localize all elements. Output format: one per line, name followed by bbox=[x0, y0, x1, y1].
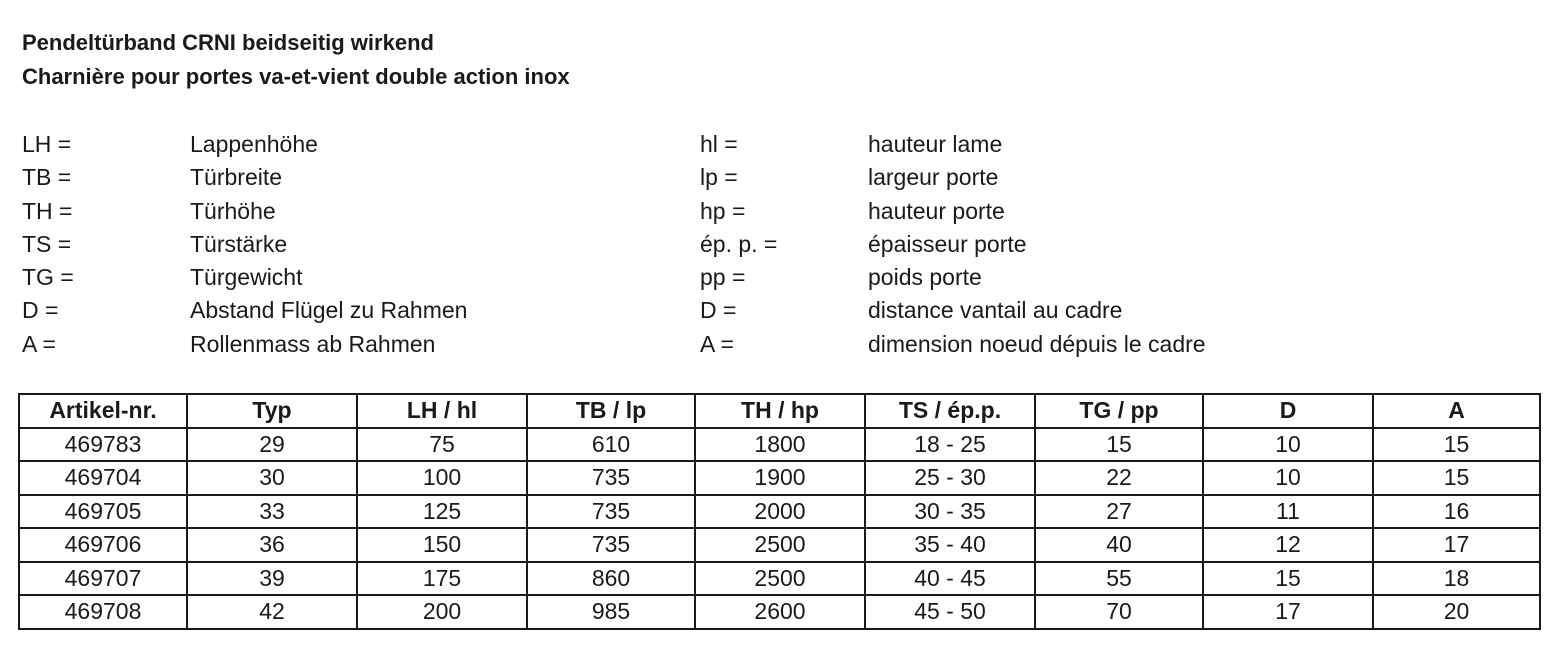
table-cell: 10 bbox=[1203, 461, 1373, 495]
legend-definition: épaisseur porte bbox=[868, 230, 1027, 257]
table-cell: 735 bbox=[527, 528, 695, 562]
table-cell: 40 - 45 bbox=[865, 562, 1035, 596]
legend-abbr: A = bbox=[700, 330, 734, 357]
table-cell: 200 bbox=[357, 595, 527, 629]
legend-abbr: TB = bbox=[22, 164, 72, 191]
table-cell: 39 bbox=[187, 562, 357, 596]
table-cell: 22 bbox=[1035, 461, 1203, 495]
table-cell: 10 bbox=[1203, 428, 1373, 462]
table-cell: 30 - 35 bbox=[865, 495, 1035, 529]
legend-abbr: hl = bbox=[700, 131, 738, 157]
legend-abbr: D = bbox=[22, 297, 59, 324]
table-cell: 36 bbox=[187, 528, 357, 562]
legend-definition: Lappenhöhe bbox=[190, 131, 318, 157]
table-cell: 70 bbox=[1035, 595, 1203, 629]
legend-definition: largeur porte bbox=[868, 164, 999, 191]
legend-abbr: TH = bbox=[22, 197, 73, 224]
table-cell: 15 bbox=[1373, 428, 1540, 462]
table-cell: 2600 bbox=[695, 595, 865, 629]
column-header: TG / pp bbox=[1035, 394, 1203, 428]
title-german: Pendeltürband CRNI beidseitig wirkend bbox=[22, 30, 434, 55]
table-cell: 150 bbox=[357, 528, 527, 562]
table-cell: 17 bbox=[1373, 528, 1540, 562]
column-header: D bbox=[1203, 394, 1373, 428]
table-cell: 860 bbox=[527, 562, 695, 596]
table-cell: 35 - 40 bbox=[865, 528, 1035, 562]
table-cell: 1900 bbox=[695, 461, 865, 495]
table-row bbox=[19, 528, 1540, 562]
legend-definition: Türstärke bbox=[190, 230, 288, 257]
legend-definition: Türhöhe bbox=[190, 197, 276, 224]
table-cell: 18 bbox=[1373, 562, 1540, 596]
legend-abbr: TG = bbox=[22, 264, 74, 291]
legend-abbr: D = bbox=[700, 297, 737, 324]
legend-definition: poids porte bbox=[868, 264, 982, 291]
table-cell: 469704 bbox=[19, 461, 187, 495]
table-cell: 75 bbox=[357, 428, 527, 462]
table-cell: 469705 bbox=[19, 495, 187, 529]
table-row bbox=[19, 595, 1540, 629]
table-cell: 16 bbox=[1373, 495, 1540, 529]
title-french: Charnière pour portes va-et-vient double action inox bbox=[22, 64, 570, 89]
table-row bbox=[19, 428, 1540, 462]
table-cell: 17 bbox=[1203, 595, 1373, 629]
legend-abbr: hp = bbox=[700, 197, 746, 224]
table-cell: 15 bbox=[1203, 562, 1373, 596]
table-cell: 125 bbox=[357, 495, 527, 529]
column-header: Typ bbox=[187, 394, 357, 428]
legend-definition: hauteur lame bbox=[868, 131, 1003, 157]
table-cell: 33 bbox=[187, 495, 357, 529]
table-cell: 985 bbox=[527, 595, 695, 629]
legend-definition: distance vantail au cadre bbox=[868, 297, 1123, 324]
table-cell: 45 - 50 bbox=[865, 595, 1035, 629]
legend-definition: hauteur porte bbox=[868, 197, 1005, 224]
table-cell: 40 bbox=[1035, 528, 1203, 562]
table-cell: 15 bbox=[1373, 461, 1540, 495]
legend-definition: Abstand Flügel zu Rahmen bbox=[190, 297, 468, 324]
legend-definition: Türbreite bbox=[190, 164, 283, 191]
table-cell: 20 bbox=[1373, 595, 1540, 629]
table-cell: 42 bbox=[187, 595, 357, 629]
spec-table bbox=[18, 393, 1541, 630]
table-cell: 27 bbox=[1035, 495, 1203, 529]
table-cell: 55 bbox=[1035, 562, 1203, 596]
table-cell: 11 bbox=[1203, 495, 1373, 529]
table-cell: 175 bbox=[357, 562, 527, 596]
column-header: Artikel-nr. bbox=[19, 394, 187, 428]
table-header-row bbox=[19, 394, 1540, 428]
legend-definition: dimension noeud dépuis le cadre bbox=[868, 330, 1206, 357]
table-cell: 2000 bbox=[695, 495, 865, 529]
table-cell: 469708 bbox=[19, 595, 187, 629]
table-cell: 735 bbox=[527, 461, 695, 495]
table-cell: 18 - 25 bbox=[865, 428, 1035, 462]
table-cell: 15 bbox=[1035, 428, 1203, 462]
table-cell: 2500 bbox=[695, 562, 865, 596]
table-row bbox=[19, 562, 1540, 596]
legend-definition: Türgewicht bbox=[190, 264, 303, 291]
legend-definition: Rollenmass ab Rahmen bbox=[190, 330, 436, 357]
table-cell: 12 bbox=[1203, 528, 1373, 562]
table-cell: 25 - 30 bbox=[865, 461, 1035, 495]
table-row bbox=[19, 495, 1540, 529]
table-cell: 469706 bbox=[19, 528, 187, 562]
table-cell: 29 bbox=[187, 428, 357, 462]
legend-abbr: pp = bbox=[700, 264, 746, 291]
column-header: LH / hl bbox=[357, 394, 527, 428]
table-cell: 469783 bbox=[19, 428, 187, 462]
table-cell: 30 bbox=[187, 461, 357, 495]
table-cell: 469707 bbox=[19, 562, 187, 596]
table-cell: 2500 bbox=[695, 528, 865, 562]
legend-abbr: lp = bbox=[700, 164, 738, 191]
legend-abbr: LH = bbox=[22, 131, 72, 157]
table-cell: 735 bbox=[527, 495, 695, 529]
column-header: TB / lp bbox=[527, 394, 695, 428]
table-cell: 610 bbox=[527, 428, 695, 462]
table-cell: 1800 bbox=[695, 428, 865, 462]
table-cell: 100 bbox=[357, 461, 527, 495]
table-row bbox=[19, 461, 1540, 495]
legend-abbr: A = bbox=[22, 330, 56, 357]
column-header: A bbox=[1373, 394, 1540, 428]
column-header: TS / ép.p. bbox=[865, 394, 1035, 428]
column-header: TH / hp bbox=[695, 394, 865, 428]
legend-abbr: ép. p. = bbox=[700, 230, 778, 257]
legend-abbr: TS = bbox=[22, 230, 72, 257]
